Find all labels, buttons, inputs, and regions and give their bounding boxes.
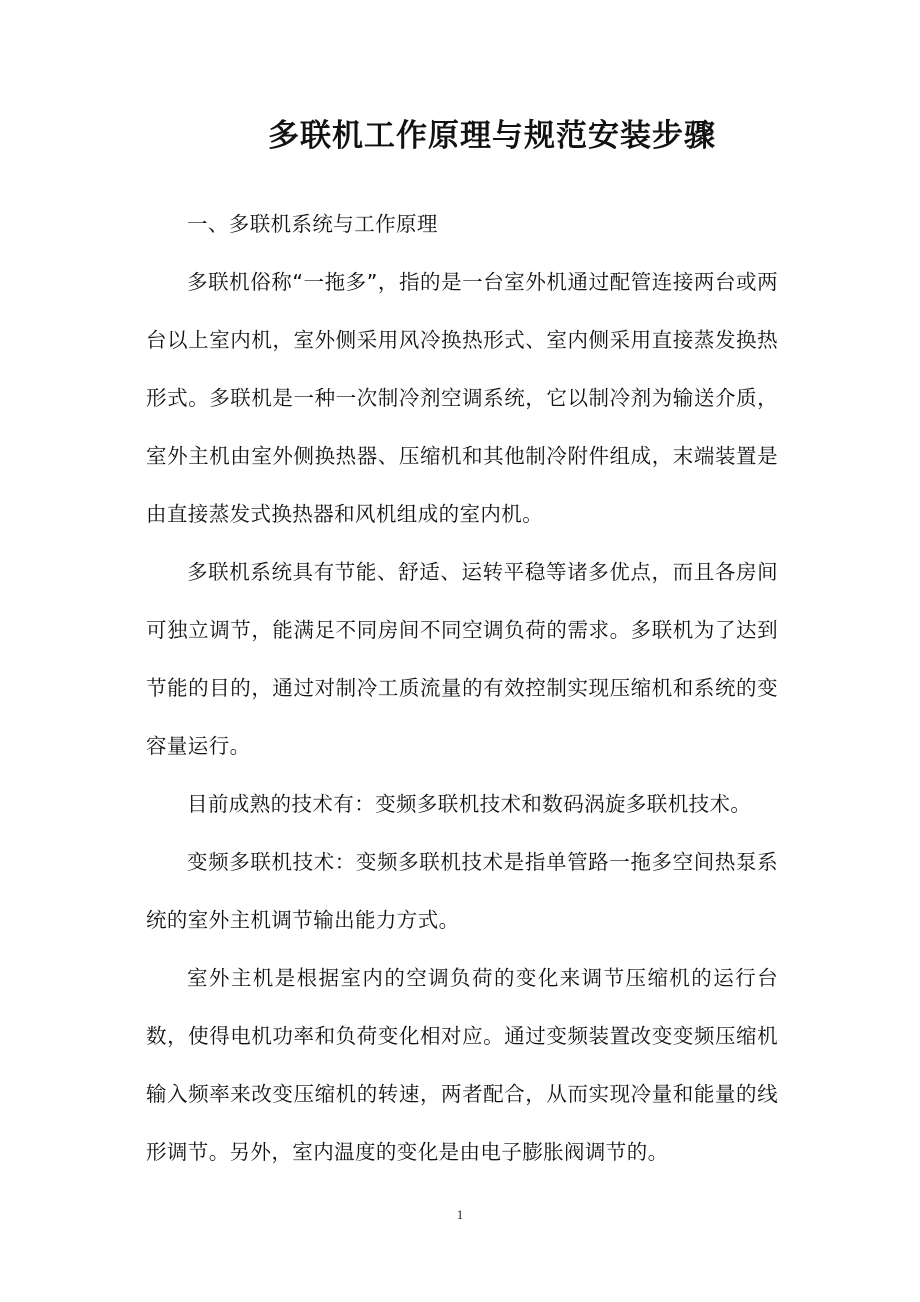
document-body bbox=[146, 195, 778, 1181]
paragraph: 目前成熟的技术有：变频多联机技术和数码涡旋多联机技术。 bbox=[187, 792, 752, 816]
page-title: 多联机工作原理与规范安装步骤 bbox=[268, 118, 716, 154]
section-heading: 一、多联机系统与工作原理 bbox=[187, 212, 438, 236]
paragraph: 变频多联机技术：变频多联机技术是指单管路一拖多空间热泵系统的室外主机调节输出能力方式。 bbox=[146, 850, 778, 932]
paragraph: 室外主机是根据室内的空调负荷的变化来调节压缩机的运行台数，使得电机功率和负荷变化相对应。通过变频装置改变变频压缩机输入频率来改变压缩机的转速，两者配合，从而实现冷量和能量的线形调节。另外，室内温度的变化是由电子膨胀阀调节的。 bbox=[146, 966, 778, 1164]
page-number: 1 bbox=[456, 1207, 464, 1222]
paragraph: 多联机俗称“一拖多”，指的是一台室外机通过配管连接两台或两台以上室内机，室外侧采用风冷换热形式、室内侧采用直接蒸发换热形式。多联机是一种一次制冷剂空调系统，它以制冷剂为输送介质，室外主机由室外侧换热器、压缩机和其他制冷附件组成，末端装置是由直接蒸发式换热器和风机组成的室内机。 bbox=[146, 270, 778, 526]
paragraph: 多联机系统具有节能、舒适、运转平稳等诸多优点，而且各房间可独立调节，能满足不同房间不同空调负荷的需求。多联机为了达到节能的目的，通过对制冷工质流量的有效控制实现压缩机和系统的变容量运行。 bbox=[146, 560, 778, 758]
